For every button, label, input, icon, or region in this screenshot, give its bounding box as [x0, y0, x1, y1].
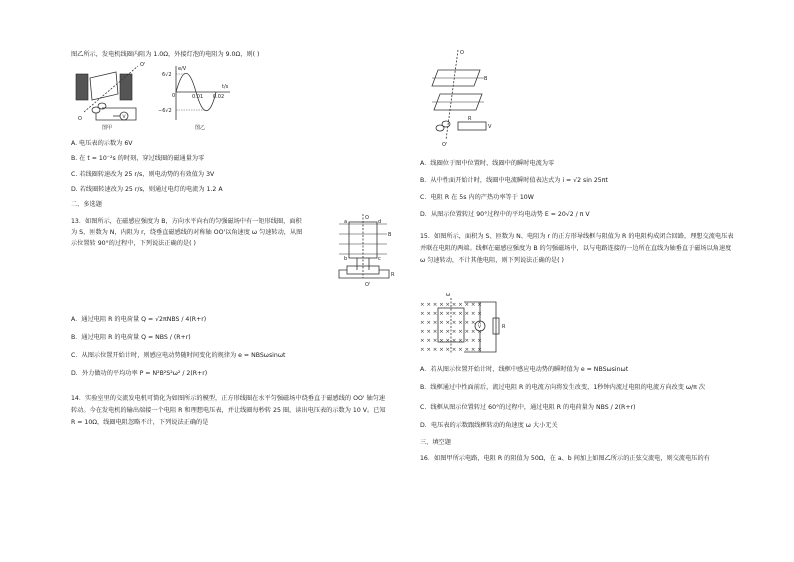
q12-intro: 图乙所示，发电机线圈内阻为 1.0Ω，外接灯泡的电阻为 9.0Ω，则( )	[71, 51, 260, 58]
q15-v-label: V	[478, 325, 482, 330]
q15-stem: 15．如图所示，面积为 S、匝数为 N、电阻为 r 的正方形导线框与阻值为 R 的电阻构成闭合回路，理想交流电压表并联在电阻的两端。线框在磁感应强度为 B 的匀强磁场中，以与电路连接的一边所在直线为轴垂直于磁场以角速度 ω 匀速转动，不计其他电阻，则下列说法正确的是( )	[420, 233, 734, 264]
q15-omega-label: ω	[446, 292, 451, 298]
fig-jia-caption: 图甲	[102, 125, 113, 131]
q13-stem: 13．如图所示，在磁感应强度为 B，方向水平向右的匀强磁场中有一矩形线圈，面积为 S，匝数为 N，内阻为 r，绕垂直磁感线的对称轴 OO'以角速度 ω 匀速转动，从图示位置转 90°的过程中，下列说法正确的是( )	[71, 218, 303, 247]
q14-label-v: V	[488, 124, 492, 130]
q14-label-b: B	[484, 76, 488, 82]
q15-option-c: C．线框从图示位置转过 60°的过程中，通过电阻 R 的电荷量为 NBS / 2(R+r)	[420, 404, 636, 411]
generator-figure	[76, 64, 146, 124]
t1-label: 0.01	[192, 94, 204, 100]
q13-option-c: C．从图示位置开始计时，则感应电动势随时间变化的规律为 e = NBSωsinωt	[71, 352, 286, 359]
q13-label-o: O	[365, 215, 369, 221]
q14-label-oprime: O'	[442, 142, 448, 148]
q13-coil-figure	[333, 214, 395, 288]
svg-text:× × × × × × × × × ×: × × × × × × × × × ×	[420, 320, 482, 326]
q15-frame-figure	[418, 292, 514, 358]
q13-label-c: c	[378, 256, 381, 262]
q13-option-b: B．通过电阻 R 的电荷量 Q = NBS / (R+r)	[71, 334, 191, 341]
section-multi-choice: 二、多选题	[71, 201, 102, 208]
q14-label-o: O	[460, 50, 464, 56]
q13-label-a: a	[344, 219, 348, 225]
q15-option-a: A．若从图示位置开始计时，线框中感应电动势的瞬时值为 e = NBSωsinωt	[420, 366, 629, 373]
e-max-label: 6√2	[162, 72, 172, 78]
t2-label: 0.02	[213, 94, 225, 100]
q16-stem: 16．如图甲所示电路，电阻 R 的阻值为 50Ω，在 a、b 间加上如图乙所示的正弦交流电，则交流电压的有	[420, 455, 710, 462]
q15-option-b: B．线框通过中性面前后，流过电阻 R 的电流方向将发生改变，1秒钟内流过电阻的电流方向改变 ω/π 次	[420, 384, 706, 391]
fig-jia-o: O	[78, 116, 82, 122]
e-axis-label: e/V	[178, 66, 187, 72]
svg-text:× × × × × × × × × ×: × × × × × × × × × ×	[420, 302, 482, 308]
q13-label-oprime: O'	[365, 282, 371, 288]
q14-option-b: B．从中性面开始计时，线圈中电流瞬时值表达式为 i = √2 sin 25πt	[420, 177, 608, 184]
q14-option-a: A．线圈位于图中位置时，线圈中的瞬时电流为零	[420, 160, 555, 167]
q15-option-d: D．电压表的示数跟线框转动的角速度 ω 大小无关	[420, 422, 558, 429]
svg-text:× × × × × × × × × ×: × × × × × × × × × ×	[420, 338, 482, 344]
q13-label-r: R	[391, 272, 395, 278]
q13-label-b: b	[344, 256, 348, 262]
svg-text:× × × × × × × × × ×: × × × × × × × × × ×	[420, 347, 482, 353]
q12-option-c: C. 若线圈转速改为 25 r/s，则电动势的有效值为 3V	[71, 171, 215, 178]
q14-stem: 14．实验室里的交流发电机可简化为如图所示的模型，正方形线圈在水平匀强磁场中绕垂直于磁感线的 OO' 轴匀速转动。今在发电机的输出端接一个电阻 R 和理想电压表，并让线圈每秒转 25 圈，读出电压表的示数为 10 V。已知 R = 10Ω，线圈电阻忽略不计，下列说法正确的是	[71, 395, 386, 426]
q14-label-r: R	[468, 116, 472, 122]
q12-option-a: A. 电压表的示数为 6V	[71, 140, 133, 147]
q12-option-d: D. 若线圈转速改为 25 r/s，则通过电灯的电流为 1.2 A	[71, 186, 223, 193]
emf-sine-figure	[158, 64, 232, 124]
e-min-label: −6√2	[158, 108, 172, 114]
fig-yi-caption: 图乙	[195, 125, 206, 131]
svg-text:× × × × × × × × × ×: × × × × × × × × × ×	[420, 311, 482, 317]
q13-option-a: A．通过电阻 R 的电荷量 Q = √2πNBS / 4(R+r)	[71, 316, 207, 323]
svg-text:× × × × × × × × × ×: × × × × × × × × × ×	[420, 329, 482, 335]
fig-jia-v: V	[122, 115, 126, 120]
q15-r-label: R	[502, 324, 506, 330]
q14-generator-figure	[428, 50, 492, 146]
q13-option-d: D．外力做功的平均功率 P = N²B²S²ω² / 2(R+r)	[71, 370, 208, 377]
t-axis-label: t/s	[222, 84, 229, 90]
q12-option-b: B. 在 t = 10⁻²s 的时刻，穿过线圈的磁通量为零	[71, 155, 205, 162]
q14-option-d: D．从图示位置转过 90°过程中的平均电动势 E = 20√2 / π V	[420, 211, 590, 218]
q13-label-d: d	[378, 219, 382, 225]
section-fill-in: 三、填空题	[420, 439, 451, 446]
q14-option-c: C．电阻 R 在 5s 内的产热功率等于 10W	[420, 194, 534, 201]
fig-jia-oprime: O'	[140, 62, 146, 68]
origin-label: 0	[172, 93, 176, 99]
q13-label-b-field: B	[388, 232, 392, 238]
